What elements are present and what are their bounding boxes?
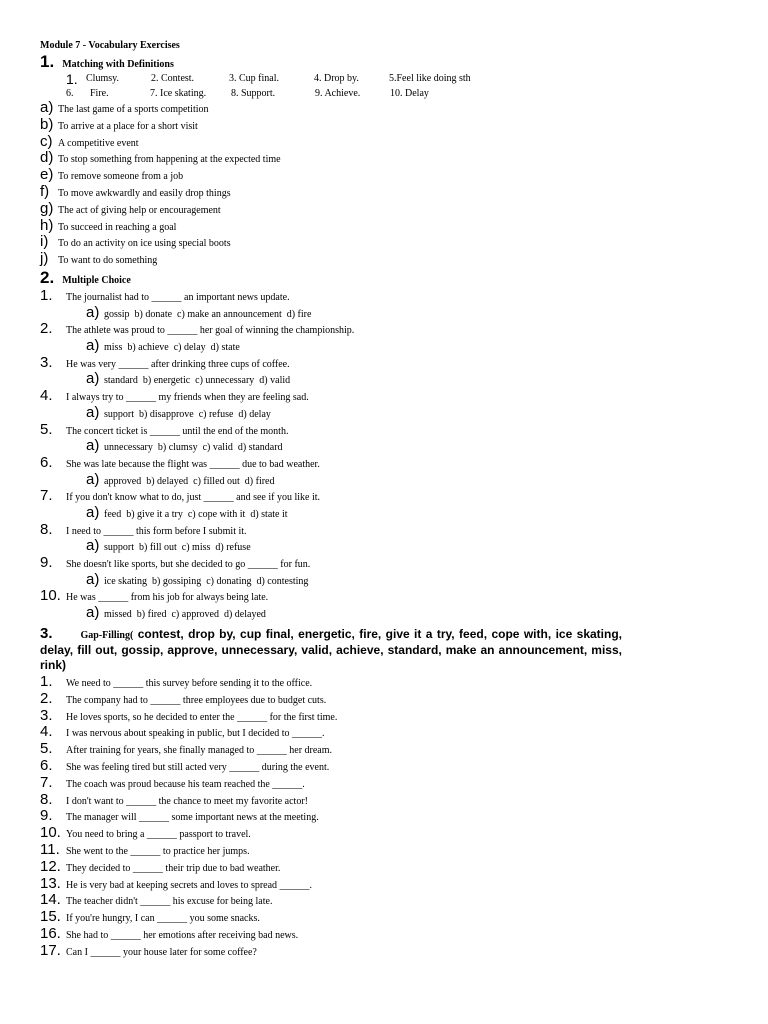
definition-letter: h) [40,216,54,234]
option-marker: a) [86,337,100,355]
sentence-text: If you're hungry, I can ______ you some snacks. [66,913,260,925]
sentence-number: 7. [40,773,53,791]
option-marker: a) [86,537,100,555]
word-list-item: 1. [66,71,78,87]
word-list-item: 10. Delay [390,88,429,99]
question-item [40,320,354,337]
definitions-list [40,99,281,267]
sentence-text: She went to the ______ to practice her jumps. [66,845,250,857]
gap-sentence [40,858,337,875]
option-text: feed b) give it a try c) cope with it d) state it [104,508,288,520]
option-text: support b) fill out c) miss d) refuse [104,542,251,554]
sentence-text: He loves sports, so he decided to enter the ______ for the first time. [66,711,338,723]
definition-item [40,183,281,200]
section-3-heading [40,626,622,673]
sentence-number: 6. [40,756,53,774]
word-list-item: Clumsy. [86,73,119,84]
gap-sentence [40,841,337,858]
definition-letter: b) [40,115,54,133]
sentence-number: 8. [40,790,53,808]
section-title: Matching with Definitions [62,59,174,70]
option-text: standard b) energetic c) unnecessary d) valid [104,375,291,387]
option-marker: a) [86,604,100,622]
sentence-text: I don't want to ______ the chance to meet my favorite actor! [66,795,308,807]
sentence-text: She had to ______ her emotions after receiving bad news. [66,929,299,941]
multiple-choice-list [40,287,354,621]
sentence-text: The company had to ______ three employees due to budget cuts. [66,694,327,706]
section-number: 3. [40,625,53,642]
gap-sentence [40,774,337,791]
sentence-text: The manager will ______ some important news at the meeting. [66,812,319,824]
question-text: He was very ______ after drinking three cups of coffee. [66,358,290,370]
definition-item [40,250,281,267]
gap-sentence [40,740,337,757]
question-options [40,437,354,454]
gap-sentence [40,690,337,707]
gap-sentence [40,791,337,808]
question-item [40,454,354,471]
definition-letter: e) [40,166,54,184]
question-text: I always try to ______ my friends when they are feeling sad. [66,392,309,404]
sentence-text: Can I ______ your house later for some coffee? [66,946,257,958]
option-text: ice skating b) gossiping c) donating d) contesting [104,575,309,587]
option-text: gossip b) donate c) make an announcement d) fire [104,308,312,320]
question-text: He was ______ from his job for always being late. [66,592,269,604]
option-text: unnecessary b) clumsy c) valid d) standard [104,442,283,454]
definition-item [40,233,281,250]
word-list-item: 7. Ice skating. [150,88,207,99]
gap-sentence [40,673,337,690]
sentence-number: 9. [40,807,53,825]
definition-text: To do an activity on ice using special boots [58,238,231,250]
question-options [40,471,354,488]
sentence-number: 1. [40,673,53,690]
section-title: Multiple Choice [62,275,131,286]
option-marker: a) [86,503,100,521]
gap-filling-list [40,673,337,959]
section-number: 2. [40,268,55,287]
gap-sentence [40,757,337,774]
question-text: The athlete was proud to ______ her goal of winning the championship. [66,325,355,337]
word-list-item: Fire. [90,88,109,99]
question-options [40,404,354,421]
definition-text: To want to do something [58,255,158,267]
question-text: She doesn't like sports, but she decided to go ______ for fun. [66,559,311,570]
definition-text: A competitive event [58,137,139,149]
sentence-text: They decided to ______ their trip due to bad weather. [66,862,281,874]
definition-letter: j) [40,250,49,268]
sentence-text: I was nervous about speaking in public, but I decided to ______. [66,728,325,740]
question-number: 8. [40,520,53,538]
sentence-number: 10. [40,824,61,842]
definition-item [40,200,281,217]
question-number: 3. [40,353,53,371]
question-number: 9. [40,554,53,571]
definition-text: To stop something from happening at the expected time [58,154,281,166]
definition-letter: a) [40,99,54,116]
question-item [40,554,354,571]
gap-sentence [40,875,337,892]
question-item [40,587,354,604]
word-list-item: 4. Drop by. [314,73,359,84]
question-item [40,387,354,404]
sentence-number: 3. [40,706,53,724]
question-text: The journalist had to ______ an important news update. [66,292,290,303]
question-number: 7. [40,487,53,505]
question-item [40,487,354,504]
option-marker: a) [86,437,100,455]
gap-sentence [40,891,337,908]
sentence-number: 14. [40,891,61,909]
option-marker: a) [86,303,100,321]
section-title: Gap-Filling( [80,630,134,641]
section-number: 1. [40,52,55,71]
sentence-number: 11. [40,840,60,858]
question-options [40,537,354,554]
word-list-item: 8. Support. [231,88,276,99]
definition-text: The act of giving help or encouragement [58,204,221,216]
definition-item [40,133,281,150]
sentence-text: You need to bring a ______ passport to travel. [66,829,251,841]
gap-sentence [40,942,337,959]
question-text: I need to ______ this form before I submit it. [66,525,247,537]
definition-text: The last game of a sports competition [58,104,209,115]
word-list-item: 9. Achieve. [315,88,361,99]
definition-letter: g) [40,199,54,217]
question-text: She was late because the flight was ______ due to bad weather. [66,458,320,470]
question-options [40,504,354,521]
question-options [40,370,354,387]
definition-text: To succeed in reaching a goal [58,221,177,233]
question-item [40,421,354,438]
question-text: The concert ticket is ______ until the end of the month. [66,425,289,437]
definition-letter: d) [40,149,54,167]
question-number: 4. [40,387,53,405]
question-item [40,287,354,304]
definition-item [40,149,281,166]
definition-item [40,99,281,116]
question-number: 5. [40,420,53,438]
sentence-number: 13. [40,874,61,892]
question-number: 1. [40,287,53,304]
definition-text: To move awkwardly and easily drop things [58,187,231,199]
word-list-item: 3. Cup final. [229,73,279,84]
option-marker: a) [86,570,100,588]
option-text: support b) disapprove c) refuse d) delay [104,408,271,420]
sentence-number: 15. [40,908,61,926]
question-options [40,571,354,588]
question-options [40,337,354,354]
definition-letter: i) [40,233,49,251]
option-marker: a) [86,403,100,421]
question-number: 2. [40,320,53,338]
question-text: If you don't know what to do, just ______ and see if you like it. [66,492,320,504]
sentence-text: She was feeling tired but still acted very ______ during the event. [66,761,330,773]
sentence-text: He is very bad at keeping secrets and loves to spread ______. [66,879,313,891]
gap-sentence [40,807,337,824]
section-1-heading [40,52,174,72]
sentence-number: 16. [40,924,61,942]
option-text: missed b) fired c) approved d) delayed [104,609,266,621]
option-marker: a) [86,470,100,488]
gap-sentence [40,707,337,724]
question-number: 6. [40,453,53,471]
sentence-number: 17. [40,941,61,959]
question-item [40,354,354,371]
question-item [40,521,354,538]
option-marker: a) [86,370,100,388]
sentence-number: 12. [40,857,61,875]
sentence-number: 2. [40,689,53,707]
sentence-number: 5. [40,740,53,758]
option-text: approved b) delayed c) filled out d) fired [104,475,275,487]
definition-text: To arrive at a place for a short visit [58,120,198,132]
sentence-text: The teacher didn't ______ his excuse for being late. [66,896,273,908]
definition-item [40,116,281,133]
definition-letter: c) [40,132,53,150]
sentence-number: 4. [40,723,53,741]
gap-sentence [40,908,337,925]
gap-sentence [40,925,337,942]
definition-item [40,217,281,234]
gap-sentence [40,824,337,841]
definition-letter: f) [40,182,50,200]
word-list-item: 2. Contest. [151,73,195,84]
sentence-text: After training for years, she finally managed to ______ her dream. [66,745,333,757]
sentence-text: We need to ______ this survey before sending it to the office. [66,678,313,689]
question-options [40,304,354,321]
option-text: miss b) achieve c) delay d) state [104,342,240,354]
question-options [40,604,354,621]
section-2-heading [40,268,131,288]
gap-word-list: contest, drop by, cup final, energetic, fire, give it a try, feed, cope with, ice skating, delay, fill out, gossip, approve, unnecessary, valid, achieve, standard, make an announcement, miss, rink) [40,627,622,672]
word-list-item: 5.Feel like doing sth [389,73,471,84]
definition-text: To remove someone from a job [58,171,184,183]
gap-sentence [40,723,337,740]
sentence-text: The coach was proud because his team reached the ______. [66,778,305,790]
word-list-item: 6. [66,88,74,99]
definition-item [40,166,281,183]
page-title: Module 7 - Vocabulary Exercises [40,40,180,51]
question-number: 10. [40,587,61,605]
